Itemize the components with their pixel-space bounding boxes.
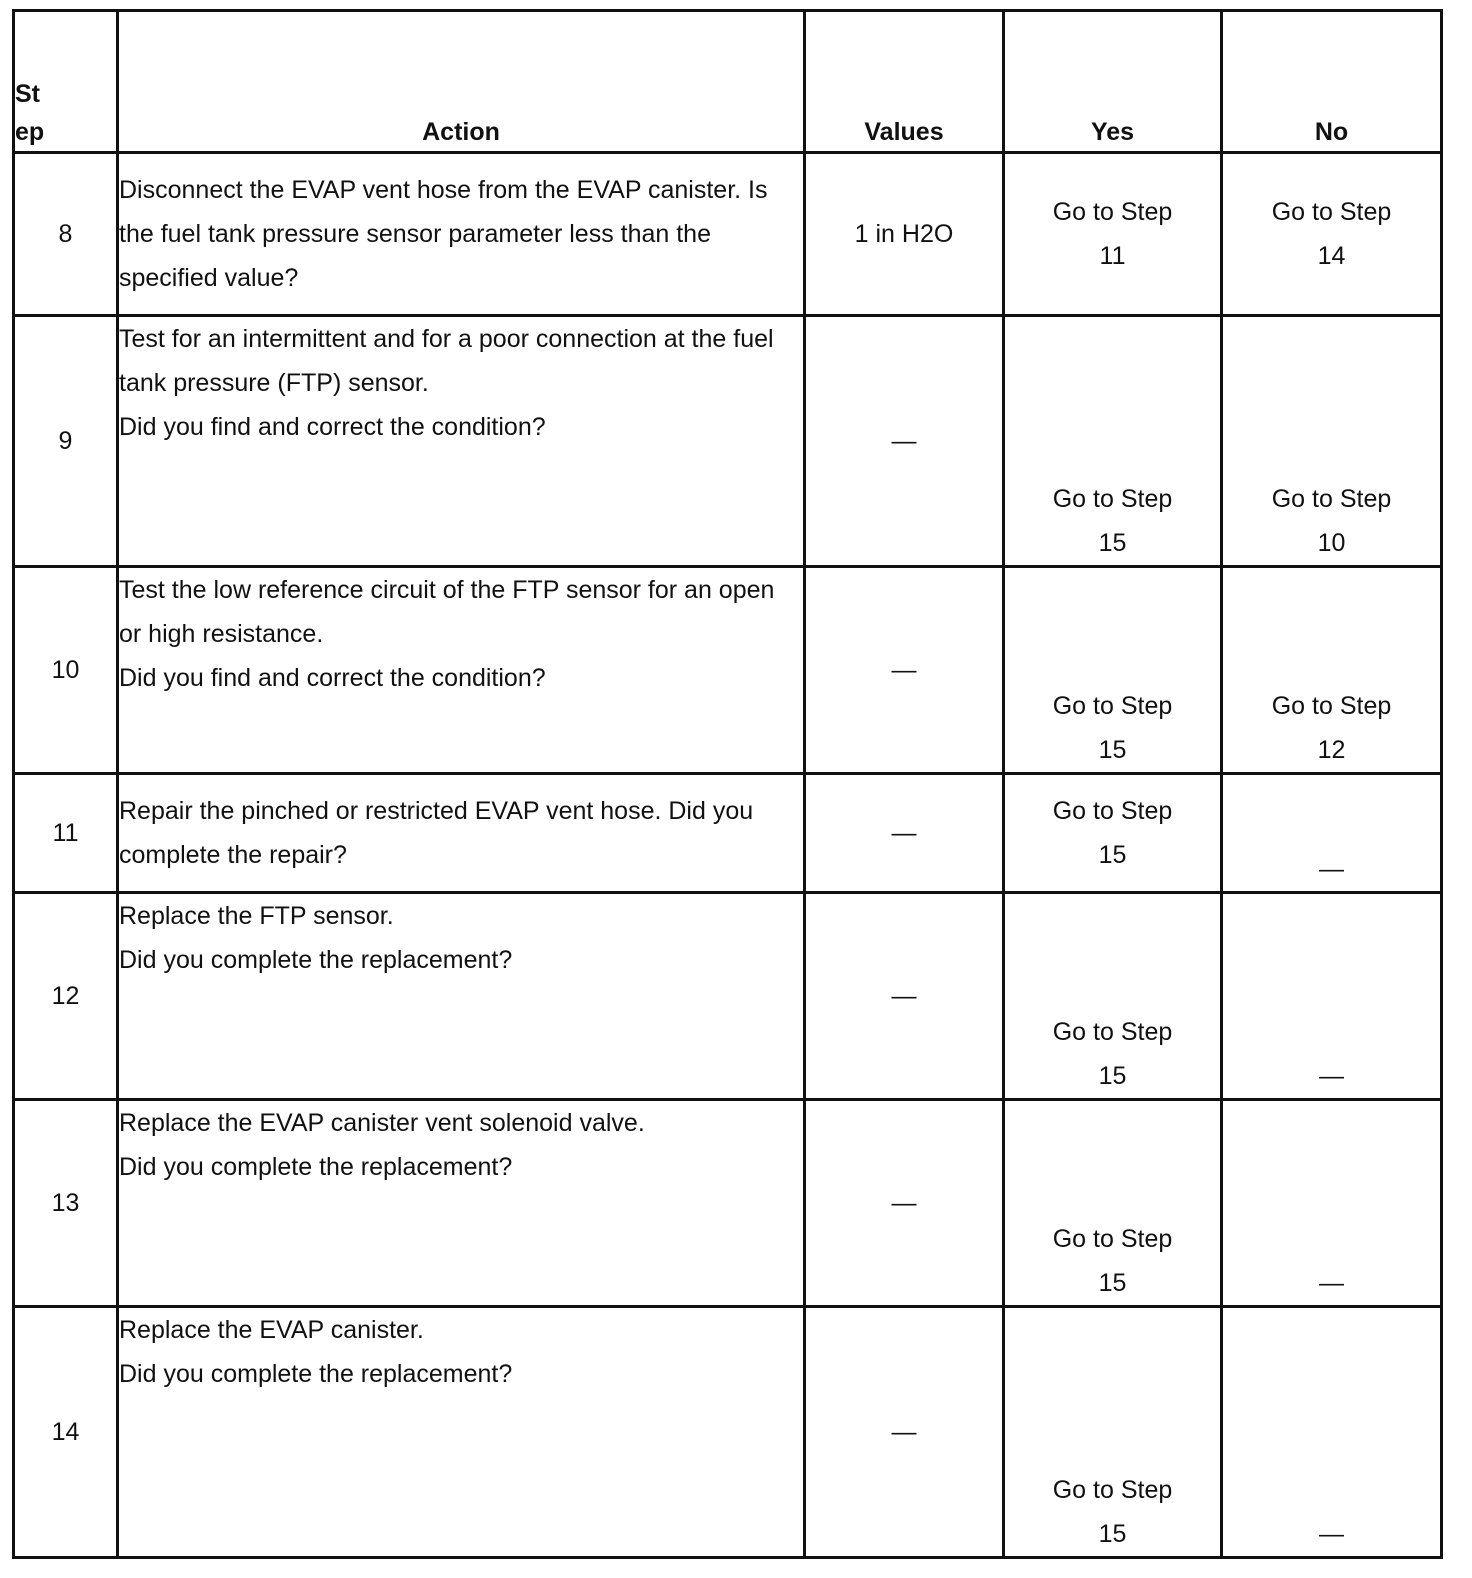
table-row <box>14 153 1442 316</box>
header-yes: Yes <box>1004 11 1222 153</box>
yes-target: Go to Step 11 <box>1052 198 1173 270</box>
action-question: Did you complete the replacement? <box>119 946 513 974</box>
no-target: — <box>1319 1269 1344 1297</box>
header-row <box>14 11 1442 153</box>
no-target: Go to Step 14 <box>1271 198 1392 270</box>
action-text: Test for an intermittent and for a poor connection at the fuel tank pressure (FTP) sensor. <box>119 325 774 397</box>
action-text: Test the low reference circuit of the FTP sensor for an open or high resistance. <box>119 576 775 648</box>
header-step: St ep <box>14 11 118 153</box>
step-number: 11 <box>14 774 118 893</box>
values-cell: 1 in H2O <box>805 153 1004 316</box>
step-number: 8 <box>14 153 118 316</box>
action-text: Replace the EVAP canister vent solenoid valve. <box>119 1109 645 1137</box>
table-row <box>14 1100 1442 1307</box>
values-cell: — <box>805 567 1004 774</box>
no-cell <box>1222 1307 1442 1558</box>
diagnostic-step-table <box>12 9 1443 1559</box>
action-text: Disconnect the EVAP vent hose from the EVAP canister. Is the fuel tank pressure sensor parameter less than the specified value? <box>119 176 768 292</box>
action-text: Replace the EVAP canister. <box>119 1316 424 1344</box>
values-cell: — <box>805 316 1004 567</box>
action-text: Repair the pinched or restricted EVAP vent hose. Did you complete the repair? <box>119 797 754 869</box>
step-number: 14 <box>14 1307 118 1558</box>
table-row <box>14 893 1442 1100</box>
no-target: — <box>1319 855 1344 883</box>
yes-cell <box>1004 153 1222 316</box>
no-target: Go to Step 12 <box>1271 692 1392 764</box>
yes-cell <box>1004 316 1222 567</box>
yes-target: Go to Step 15 <box>1052 1476 1173 1548</box>
action-cell <box>118 316 805 567</box>
header-no: No <box>1222 11 1442 153</box>
step-number: 13 <box>14 1100 118 1307</box>
no-target: Go to Step 10 <box>1271 485 1392 557</box>
yes-cell <box>1004 774 1222 893</box>
yes-target: Go to Step 15 <box>1052 797 1173 869</box>
action-cell <box>118 567 805 774</box>
values-cell: — <box>805 774 1004 893</box>
no-cell <box>1222 153 1442 316</box>
no-target: — <box>1319 1062 1344 1090</box>
action-question: Did you find and correct the condition? <box>119 413 546 441</box>
action-cell <box>118 1100 805 1307</box>
yes-cell <box>1004 893 1222 1100</box>
procedure-sheet <box>12 9 1443 1559</box>
action-question: Did you complete the replacement? <box>119 1360 513 1388</box>
action-cell <box>118 1307 805 1558</box>
step-number: 12 <box>14 893 118 1100</box>
step-number: 9 <box>14 316 118 567</box>
header-values: Values <box>805 11 1004 153</box>
action-cell <box>118 774 805 893</box>
step-number: 10 <box>14 567 118 774</box>
header-action: Action <box>118 11 805 153</box>
yes-target: Go to Step 15 <box>1052 692 1173 764</box>
no-cell <box>1222 893 1442 1100</box>
table-row <box>14 567 1442 774</box>
values-cell: — <box>805 1100 1004 1307</box>
table-row <box>14 1307 1442 1558</box>
yes-target: Go to Step 15 <box>1052 1225 1173 1297</box>
table-row <box>14 316 1442 567</box>
no-target: — <box>1319 1520 1344 1548</box>
yes-cell <box>1004 1100 1222 1307</box>
yes-cell <box>1004 1307 1222 1558</box>
no-cell <box>1222 316 1442 567</box>
action-question: Did you find and correct the condition? <box>119 664 546 692</box>
action-cell <box>118 893 805 1100</box>
table-row <box>14 774 1442 893</box>
no-cell <box>1222 567 1442 774</box>
no-cell <box>1222 774 1442 893</box>
action-question: Did you complete the replacement? <box>119 1153 513 1181</box>
yes-cell <box>1004 567 1222 774</box>
yes-target: Go to Step 15 <box>1052 485 1173 557</box>
action-text: Replace the FTP sensor. <box>119 902 394 930</box>
values-cell: — <box>805 1307 1004 1558</box>
yes-target: Go to Step 15 <box>1052 1018 1173 1090</box>
values-cell: — <box>805 893 1004 1100</box>
action-cell <box>118 153 805 316</box>
no-cell <box>1222 1100 1442 1307</box>
